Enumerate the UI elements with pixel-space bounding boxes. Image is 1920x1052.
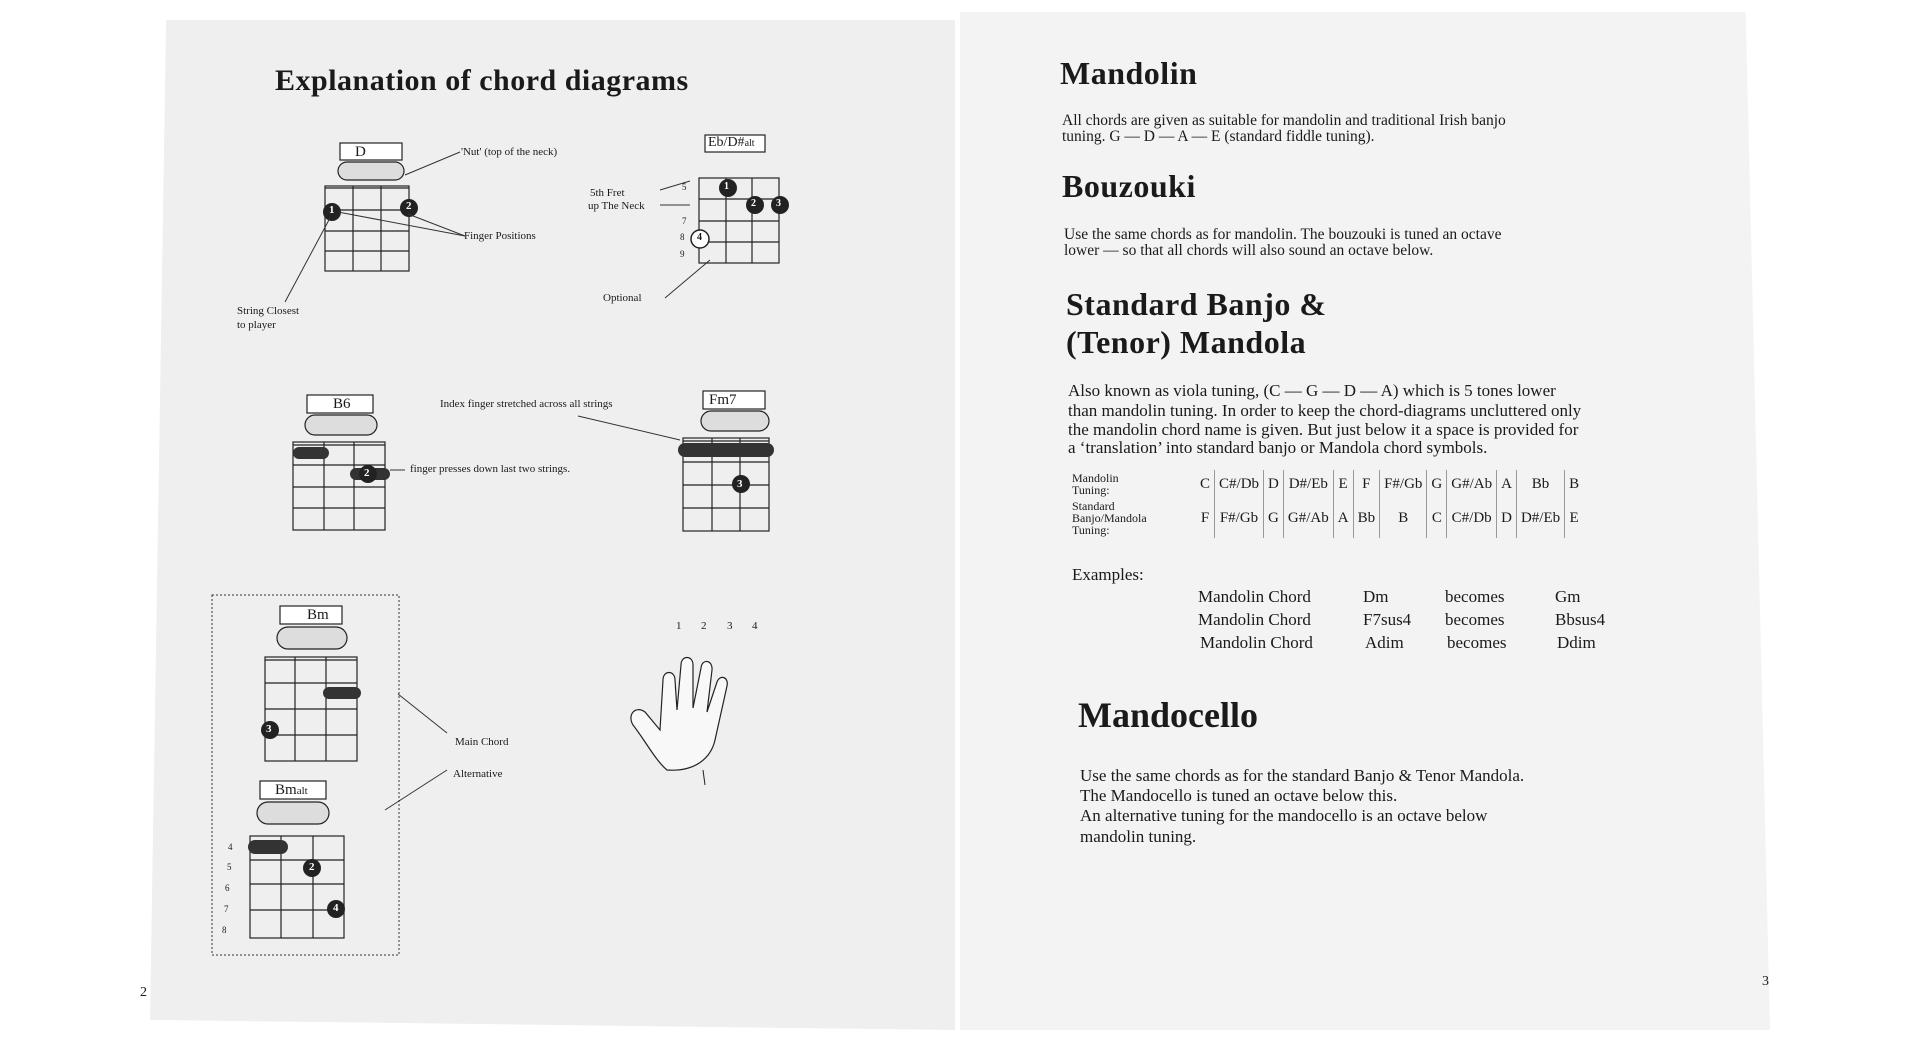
mandocello-text-4: mandolin tuning.: [1080, 827, 1197, 846]
mandolin-text-1: All chords are given as suitable for mandolin and traditional Irish banjo: [1062, 112, 1506, 129]
chord-diagram-ebd-alt: [680, 133, 800, 273]
table-cell: D#/Eb: [1283, 470, 1333, 498]
heading-mandocello: Mandocello: [1078, 695, 1258, 735]
table-cell: G#/Ab: [1447, 470, 1497, 498]
hand-number: 1: [676, 620, 682, 632]
table-cell: B: [1380, 498, 1427, 538]
chord-diagram-b6: [285, 392, 415, 542]
chord-name-text: Bm: [275, 782, 297, 798]
fret-number: 4: [228, 842, 233, 852]
finger-number: 2: [406, 200, 412, 212]
finger-number: 1: [329, 204, 335, 216]
annotation-alternative: Alternative: [453, 768, 503, 780]
annotation-to-player: to player: [237, 319, 276, 331]
page-number-left: 2: [140, 985, 147, 1000]
fret-number: 5: [227, 862, 232, 872]
example-cell: becomes: [1447, 633, 1507, 652]
row-label-text: Mandolin: [1072, 471, 1119, 485]
table-cell: C: [1427, 498, 1447, 538]
table-cell: E: [1565, 498, 1584, 538]
row-label-text: Tuning:: [1072, 523, 1110, 537]
page-title: Explanation of chord diagrams: [275, 64, 689, 97]
table-cell: C: [1200, 475, 1211, 492]
row-label: [1068, 498, 1196, 538]
row-label: [1068, 470, 1196, 498]
table-cell: F#/Gb: [1380, 470, 1427, 498]
table-cell: E: [1333, 470, 1353, 498]
table-cell: G#/Ab: [1283, 498, 1333, 538]
table-cell: B: [1565, 470, 1584, 498]
row-label-text: Standard: [1072, 499, 1115, 513]
finger-number: 3: [776, 198, 781, 209]
example-row: [1200, 633, 1596, 653]
example-cell: Gm: [1555, 587, 1581, 606]
example-cell: Ddim: [1557, 633, 1596, 652]
example-cell: Mandolin Chord: [1200, 633, 1313, 652]
hand-illustration: [625, 640, 765, 790]
page-number-right: 3: [1762, 974, 1769, 989]
mandocello-text-2: The Mandocello is tuned an octave below this.: [1080, 786, 1398, 805]
example-cell: F7sus4: [1363, 610, 1412, 629]
chord-name-suffix: alt: [744, 138, 755, 149]
table-cell: C#/Db: [1447, 498, 1497, 538]
tuning-row-banjo: [1068, 498, 1583, 538]
chord-name-bm-alt: [275, 782, 308, 799]
finger-number: 3: [737, 478, 743, 490]
chord-diagram-bm: [255, 603, 385, 773]
table-cell: D#/Eb: [1516, 498, 1564, 538]
chord-name-suffix: alt: [296, 785, 308, 797]
heading-bouzouki: Bouzouki: [1062, 168, 1196, 204]
example-cell: Bbsus4: [1555, 610, 1606, 629]
table-cell: A: [1497, 470, 1517, 498]
row-label-text: Banjo/Mandola: [1072, 511, 1147, 525]
annotation-main-chord: Main Chord: [455, 736, 509, 748]
finger-number: 4: [697, 232, 702, 243]
chord-name-b6: B6: [333, 396, 351, 412]
table-cell: F#/Gb: [1215, 498, 1264, 538]
banjo-text-3: the mandolin chord name is given. But just below it a space is provided for: [1068, 420, 1579, 439]
finger-number: 1: [724, 181, 729, 192]
heading-mandolin: Mandolin: [1060, 55, 1198, 91]
chord-name-text: Eb/D#: [708, 135, 745, 150]
bouzouki-text-2: lower — so that all chords will also sound an octave below.: [1064, 242, 1434, 259]
heading-banjo-1: Standard Banjo &: [1066, 286, 1327, 322]
chord-name-bm: Bm: [307, 607, 329, 623]
table-cell: G: [1264, 498, 1284, 538]
table-cell: D: [1264, 470, 1284, 498]
example-cell: Adim: [1365, 633, 1404, 652]
fret-number: 7: [224, 904, 229, 914]
table-cell: D: [1497, 498, 1517, 538]
banjo-text-1: Also known as viola tuning, (C — G — D — A) which is 5 tones lower: [1068, 381, 1556, 400]
mandolin-text-2: tuning. G — D — A — E (standard fiddle tuning).: [1062, 128, 1375, 145]
fret-number: 8: [222, 925, 227, 935]
fret-number: 6: [225, 883, 230, 893]
table-cell: Bb: [1516, 470, 1564, 498]
table-cell: F: [1200, 509, 1210, 526]
mandocello-text-1: Use the same chords as for the standard Banjo & Tenor Mandola.: [1080, 766, 1525, 785]
example-cell: becomes: [1445, 587, 1505, 606]
chord-diagram-bm-alt: [240, 778, 370, 948]
annotation-finger-presses: finger presses down last two strings.: [410, 463, 571, 475]
finger-number: 3: [266, 723, 272, 735]
annotation-fifth-fret: 5th Fret: [590, 187, 625, 199]
example-cell: Mandolin Chord: [1198, 587, 1311, 606]
annotation-optional: Optional: [603, 292, 642, 304]
example-cell: Dm: [1363, 587, 1389, 606]
hand-number: 3: [727, 620, 733, 632]
finger-number: 2: [751, 198, 756, 209]
table-cell: G: [1427, 470, 1447, 498]
chord-diagram-fm7: [675, 388, 795, 538]
table-cell: C#/Db: [1215, 470, 1264, 498]
hand-number: 4: [752, 620, 758, 632]
example-cell: Mandolin Chord: [1198, 610, 1311, 629]
banjo-text-4: a ‘translation’ into standard banjo or Mandola chord symbols.: [1068, 438, 1488, 457]
chord-name-d: D: [355, 144, 366, 160]
fret-number: 9: [680, 249, 685, 259]
annotation-up-neck: up The Neck: [588, 200, 645, 212]
examples-label: Examples:: [1072, 565, 1144, 584]
chord-name-fm7: Fm7: [709, 392, 737, 408]
annotation-string-closest: String Closest: [237, 305, 300, 317]
row-label-text: Tuning:: [1072, 483, 1110, 497]
fret-number: 5: [682, 182, 687, 192]
finger-number: 2: [364, 467, 370, 479]
example-row: [1198, 610, 1605, 630]
mandocello-text-3: An alternative tuning for the mandocello is an octave below: [1080, 806, 1488, 825]
finger-number: 4: [333, 902, 339, 914]
tuning-table: [1068, 470, 1583, 538]
tuning-row-mandolin: [1068, 470, 1583, 498]
table-cell: Bb: [1353, 498, 1380, 538]
table-cell: A: [1333, 498, 1353, 538]
bouzouki-text-1: Use the same chords as for mandolin. The bouzouki is tuned an octave: [1064, 226, 1502, 243]
hand-number: 2: [701, 620, 707, 632]
example-row: [1198, 587, 1581, 607]
banjo-text-2: than mandolin tuning. In order to keep the chord-diagrams uncluttered only: [1068, 401, 1582, 420]
annotation-index-finger: Index finger stretched across all strings: [440, 398, 613, 410]
finger-number: 2: [309, 861, 315, 873]
annotation-finger-positions: Finger Positions: [464, 230, 536, 242]
fret-number: 7: [682, 216, 687, 226]
example-cell: becomes: [1445, 610, 1505, 629]
table-cell: F: [1353, 470, 1380, 498]
chord-name-ebd: [708, 135, 755, 151]
annotation-nut: 'Nut' (top of the neck): [461, 146, 558, 158]
heading-banjo-2: (Tenor) Mandola: [1066, 324, 1307, 360]
fret-number: 8: [680, 232, 685, 242]
